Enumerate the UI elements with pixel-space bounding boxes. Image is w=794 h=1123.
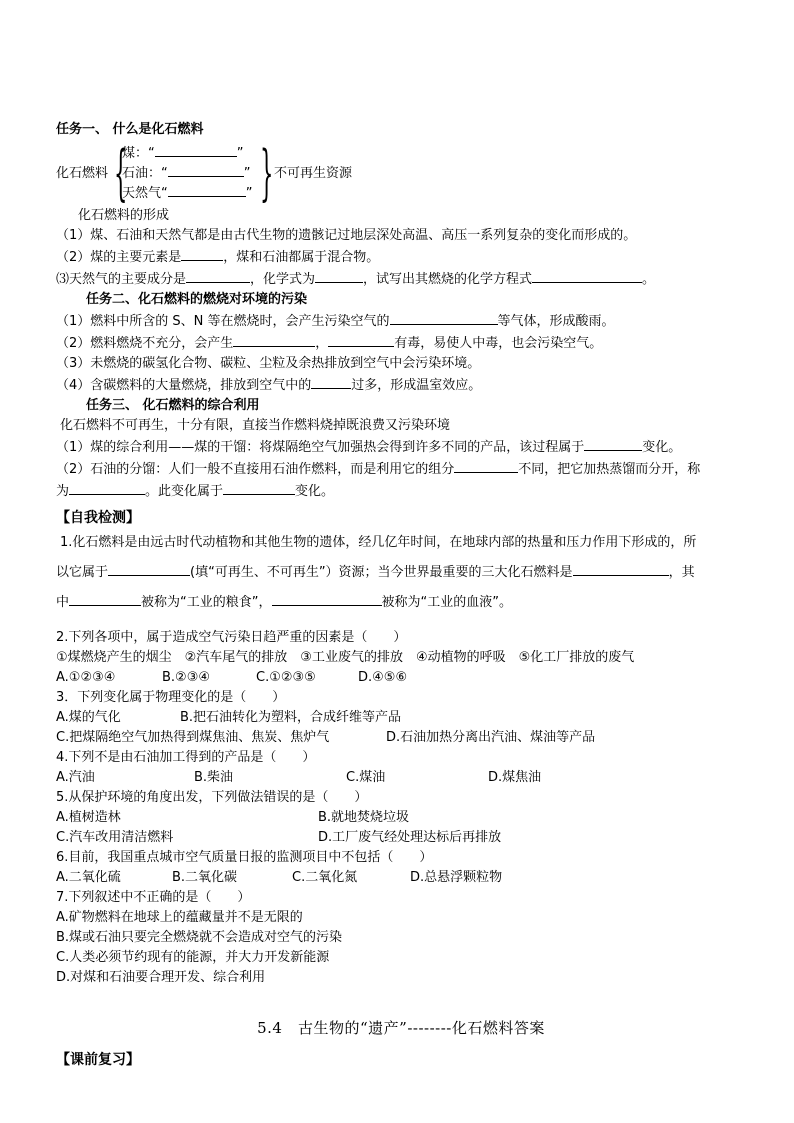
question-3: 3．下列变化属于物理变化的是（ ） (56, 690, 286, 705)
fuel-items (122, 142, 253, 202)
question-5: 5.从保护环境的角度出发，下列做法错误的是（ ） (56, 790, 368, 805)
question-5-options-cd (56, 828, 746, 848)
question-3-options-cd (56, 728, 746, 748)
option-c: C.①②③⑤ (256, 670, 316, 685)
left-brace-icon: { (114, 138, 128, 208)
fuel-classification (56, 138, 746, 208)
question-7: 7.下列叙述中不正确的是（ ） (56, 890, 251, 905)
task1-p1: （1）煤、石油和天然气都是由古代生物的遗骸记过地层深处高温、高压一系列复杂的变化而形成的。 (56, 228, 637, 243)
option-c: C.汽车改用清洁燃料 (56, 830, 174, 845)
option-c: C.人类必须节约现有的能源，并大力开发新能源 (56, 950, 330, 965)
worksheet (56, 120, 746, 1070)
option-b: B.把石油转化为塑料，合成纤维等产品 (180, 710, 402, 725)
right-brace-icon: } (260, 138, 274, 208)
option-b: B.②③④ (162, 670, 211, 685)
option-d: D.总悬浮颗粒物 (410, 870, 503, 885)
blank (155, 142, 237, 157)
option-b: B.二氧化碳 (172, 870, 238, 885)
question-2-options (56, 668, 746, 688)
task3-p2-cont: 为 。此变化属于 变化。 (56, 480, 746, 502)
question-2: 2.下列各项中，属于造成空气污染日趋严重的因素是（ ） (56, 630, 407, 645)
option-d: D.④⑤⑥ (358, 670, 408, 685)
question-5-options-ab (56, 808, 746, 828)
question-6-options (56, 868, 746, 888)
task1-p3: ⑶天然气的主要成分是 ，化学式为 ，试写出其燃烧的化学方程式 。 (56, 268, 746, 290)
option-a: A.煤的气化 (56, 710, 121, 725)
option-a: A.矿物燃料在地球上的蕴藏量并不是无限的 (56, 910, 303, 925)
blank (168, 182, 246, 197)
option-a: A.植树造林 (56, 810, 121, 825)
option-b: B.就地焚烧垃圾 (318, 810, 410, 825)
question-2-items: ①煤燃烧产生的烟尘 ②汽车尾气的排放 ③工业废气的排放 ④动植物的呼吸 ⑤化工厂排放的废气 (56, 650, 635, 665)
task1-p2: （2）煤的主要元素是 ，煤和石油都属于混合物。 (56, 246, 746, 268)
review-title: 【课前复习】 (56, 1052, 140, 1068)
question-3-options-ab (56, 708, 746, 728)
option-c: C.煤油 (346, 770, 386, 785)
fuel-note: 不可再生资源 (274, 166, 353, 181)
task2-p2: （2）燃料燃烧不充分，会产生 ， 有毒，易使人中毒，也会污染空气。 (56, 332, 746, 354)
option-d: D.石油加热分离出汽油、煤油等产品 (386, 730, 596, 745)
question-4: 4.下列不是由石油加工得到的产品是（ ） (56, 750, 316, 765)
fuel-oil: 石油：“ ” (122, 162, 253, 182)
fuel-gas: 天然气“ ” (122, 182, 253, 202)
option-a: A.①②③④ (56, 670, 116, 685)
option-c: C.二氧化氮 (292, 870, 358, 885)
question-4-options (56, 768, 746, 788)
task2-title: 任务二、化石燃料的燃烧对环境的污染 (86, 292, 308, 307)
option-c: C.把煤隔绝空气加热得到煤焦油、焦炭、焦炉气 (56, 730, 330, 745)
task2-p1: （1）燃料中所含的 S、N 等在燃烧时，会产生污染空气的 等气体，形成酸雨。 (56, 310, 746, 332)
option-a: A.汽油 (56, 770, 95, 785)
self-check-title: 【自我检测】 (56, 510, 140, 526)
option-d: D.工厂废气经处理达标后再排放 (318, 830, 502, 845)
task1-title: 任务一、 什么是化石燃料 (56, 122, 204, 137)
question-1: 1.化石燃料是由远古时代动植物和其他生物的遗体，经几亿年时间，在地球内部的热量和压力作用下形成的，所 以它属于 (填“可再生、不可再生”）资源；当今世界最重要的三大化石燃料是 ，其 中 被称为“工业的粮食”， 被称为“工业的血液”。 (56, 535, 697, 610)
option-a: A.二氧化硫 (56, 870, 121, 885)
task2-p4: （4）含碳燃料的大量燃烧，排放到空气中的 过多，形成温室效应。 (56, 374, 746, 396)
formation-heading: 化石燃料的形成 (78, 208, 170, 223)
fuel-label: 化石燃料 (56, 166, 109, 181)
option-b: B.煤或石油只要完全燃烧就不会造成对空气的污染 (56, 930, 343, 945)
option-d: D.对煤和石油要合理开发、综合利用 (56, 970, 266, 985)
option-b: B.柴油 (194, 770, 234, 785)
task3-title: 任务三、 化石燃料的综合利用 (86, 398, 260, 413)
task2-p3: （3）未燃烧的碳氢化合物、碳粒、尘粒及余热排放到空气中会污染环境。 (56, 356, 481, 371)
fuel-coal: 煤：“ ” (122, 142, 253, 162)
option-d: D.煤焦油 (488, 770, 542, 785)
blank (168, 162, 244, 177)
task3-intro: 化石燃料不可再生，十分有限，直接当作燃料烧掉既浪费又污染环境 (60, 418, 451, 433)
task3-p1: （1）煤的综合利用——煤的干馏：将煤隔绝空气加强热会得到许多不同的产品，该过程属于 变化。 (56, 436, 746, 458)
question-6: 6.目前，我国重点城市空气质量日报的监测项目中不包括（ ） (56, 850, 433, 865)
task3-p2: （2）石油的分馏：人们一般不直接用石油作燃料，而是利用它的组分 不同，把它加热蒸馏而分开，称 (56, 458, 746, 480)
answer-title: 5.4 古生物的“遗产”--------化石燃料答案 (257, 1019, 545, 1037)
